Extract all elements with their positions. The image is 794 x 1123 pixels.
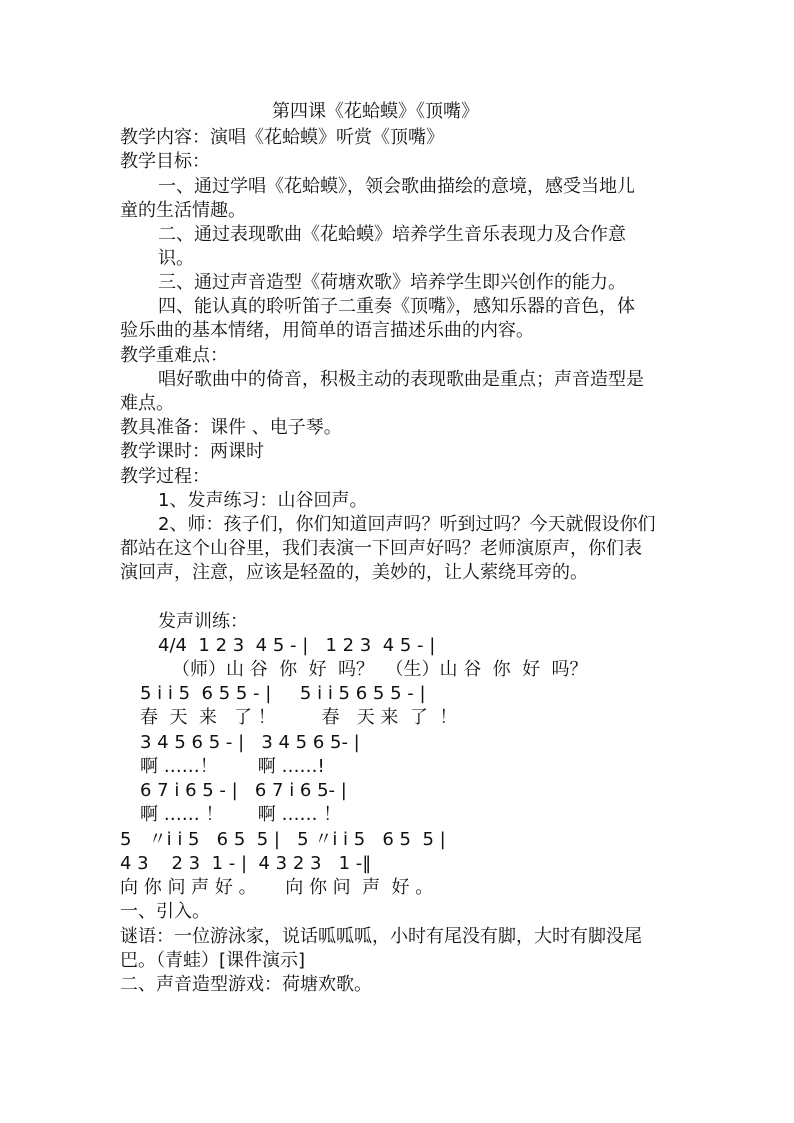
goal-3: 三、通过声音造型《荷塘欢歌》培养学生即兴创作的能力。 (158, 272, 626, 293)
key-points-heading: 教学重难点： (120, 345, 228, 366)
notation-line-3: 3 4 5 6 5 - | 3 4 5 6 5- | (140, 732, 360, 753)
goal-2-line-1: 二、通过表现歌曲《花蛤蟆》培养学生音乐表现力及合作意 (158, 224, 626, 245)
goal-2-line-2: 识。 (158, 248, 194, 269)
lyrics-line-4: 啊 …… ！ 啊 …… ！ (140, 804, 342, 825)
goal-1-line-2: 童的生活情趣。 (120, 200, 246, 221)
page-title: 第四课《花蛤蟆》《顶嘴》 (272, 101, 479, 122)
goal-1-line-1: 一、通过学唱《花蛤蟆》，领会歌曲描绘的意境，感受当地儿 (158, 176, 635, 197)
process-heading: 教学过程： (120, 466, 210, 487)
key-points-line-2: 难点。 (120, 393, 174, 414)
lyrics-line-2: 春 天 来 了 ！ 春 天 来 了 ！ (140, 707, 458, 728)
teaching-hours: 教学课时：两课时 (120, 441, 264, 462)
process-step-1: 1、发声练习：山谷回声。 (158, 490, 368, 511)
teaching-tools: 教具准备：课件 、电子琴。 (120, 417, 342, 438)
lyrics-line-3: 啊 ……！ 啊 ……! (140, 756, 325, 777)
goal-4-line-2: 验乐曲的基本情绪，用简单的语言描述乐曲的内容。 (120, 320, 534, 341)
goal-4-line-1: 四、能认真的聆听笛子二重奏《顶嘴》，感知乐器的音色，体 (158, 296, 635, 317)
notation-line-1: 4/4 1 2 3 4 5 - | 1 2 3 4 5 - | (158, 635, 436, 656)
key-points-line-1: 唱好歌曲中的倚音，积极主动的表现歌曲是重点；声音造型是 (158, 369, 644, 390)
riddle-line-2: 巴。（青蛙）[课件演示] (120, 950, 306, 971)
riddle-line-1: 谜语：一位游泳家，说话呱呱呱，小时有尾没有脚，大时有脚没尾 (120, 926, 642, 947)
notation-line-2: 5 i i 5 6 5 5 - | 5 i i 5 6 5 5 - | (140, 683, 426, 704)
notation-line-4: 6 7 i 6 5 - | 6 7 i 6 5- | (140, 780, 347, 801)
lyrics-line-1: （师）山 谷 你 好 吗？ （生）山 谷 你 好 吗？ (172, 659, 588, 680)
section-sound-game: 二、声音造型游戏：荷塘欢歌。 (120, 974, 372, 995)
notation-line-5: 5 〃i i 5 6 5 5 | 5 〃i i 5 6 5 5 | (120, 829, 446, 850)
lyrics-line-6: 向 你 问 声 好 。 向 你 问 声 好 。 (120, 877, 434, 898)
process-step-2-line-3: 演回声，注意，应该是轻盈的，美妙的，让人萦绕耳旁的。 (120, 562, 588, 583)
notation-line-6: 4 3 2 3 1 - | 4 3 2 3 1 -‖ (120, 853, 372, 874)
process-step-2-line-1: 2、师：孩子们，你们知道回声吗？听到过吗？今天就假设你们 (158, 514, 656, 535)
goals-heading: 教学目标： (120, 151, 210, 172)
teaching-content: 教学内容：演唱《花蛤蟆》听赏《顶嘴》 (120, 127, 444, 148)
vocal-training-heading: 发声训练： (158, 611, 248, 632)
process-step-2-line-2: 都站在这个山谷里，我们表演一下回声好吗？老师演原声，你们表 (120, 538, 642, 559)
section-intro: 一、引入。 (120, 901, 210, 922)
